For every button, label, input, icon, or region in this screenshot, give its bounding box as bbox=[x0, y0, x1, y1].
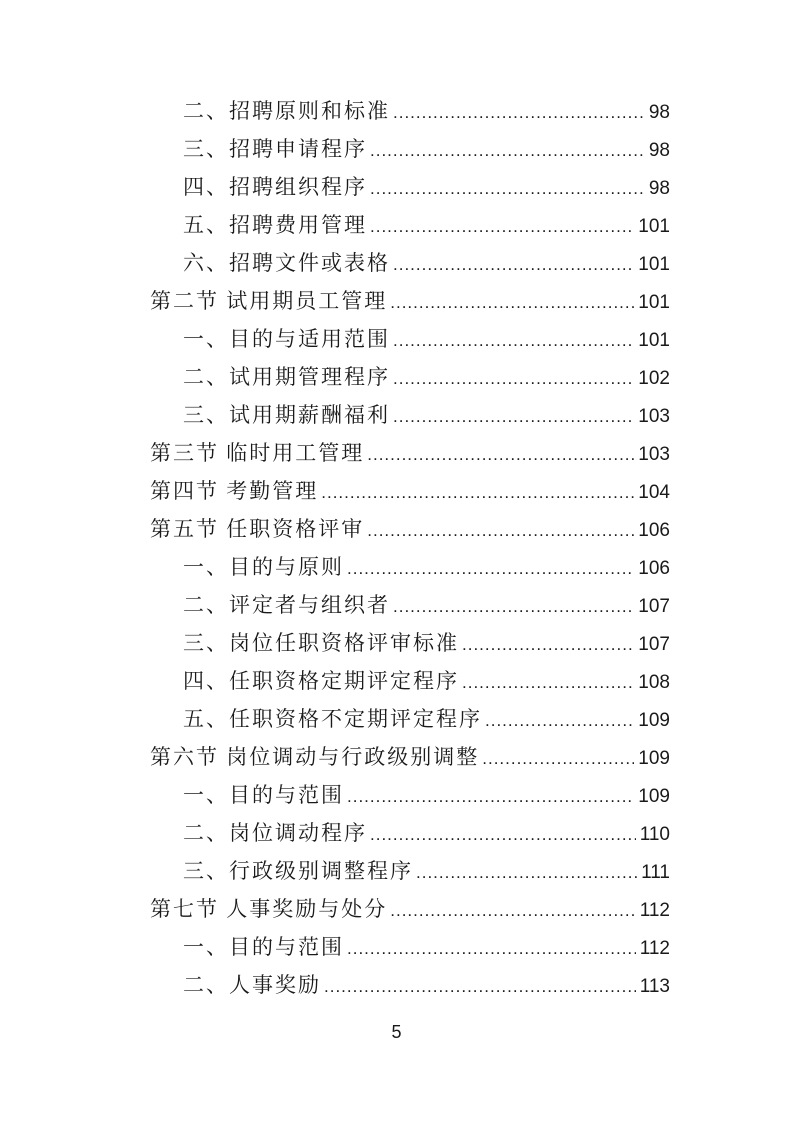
toc-leader-dots bbox=[347, 550, 634, 588]
footer-page-number: 5 bbox=[391, 1022, 402, 1042]
toc-page-number: 101 bbox=[638, 216, 670, 237]
toc-entry[interactable] bbox=[150, 396, 670, 434]
toc-page-number: 101 bbox=[638, 330, 670, 351]
toc-page-number: 112 bbox=[639, 938, 670, 959]
toc-page-number: 98 bbox=[648, 178, 670, 199]
toc-page-number: 112 bbox=[639, 900, 670, 921]
toc-page-number: 103 bbox=[638, 444, 670, 465]
toc-leader-dots bbox=[324, 968, 636, 1006]
toc-page-number: 101 bbox=[638, 254, 670, 275]
toc-page-number: 98 bbox=[648, 140, 670, 161]
toc-leader-dots bbox=[347, 778, 634, 816]
toc-leader-dots bbox=[390, 892, 635, 930]
toc-entry[interactable] bbox=[150, 814, 670, 852]
toc-leader-dots bbox=[370, 816, 636, 854]
toc-page-number: 109 bbox=[638, 710, 670, 731]
toc-entry-label: 第五节 任职资格评审 bbox=[150, 517, 365, 541]
toc-entry[interactable] bbox=[150, 776, 670, 814]
toc-entry-label: 四、招聘组织程序 bbox=[183, 175, 367, 199]
toc-entry-label: 四、任职资格定期评定程序 bbox=[183, 669, 459, 693]
toc-entry[interactable] bbox=[150, 168, 670, 206]
toc-page-number: 101 bbox=[638, 292, 670, 313]
toc-leader-dots bbox=[482, 740, 634, 778]
toc-entry[interactable] bbox=[150, 624, 670, 662]
toc-page-number: 113 bbox=[639, 976, 670, 997]
toc-entry[interactable] bbox=[150, 130, 670, 168]
toc-leader-dots bbox=[416, 854, 637, 892]
toc-entry[interactable] bbox=[150, 472, 670, 510]
toc-entry[interactable] bbox=[150, 738, 670, 776]
toc-page-number: 108 bbox=[638, 672, 670, 693]
table-of-contents bbox=[150, 92, 670, 1004]
toc-leader-dots bbox=[393, 588, 634, 626]
toc-entry[interactable] bbox=[150, 662, 670, 700]
toc-entry-label: 三、招聘申请程序 bbox=[183, 137, 367, 161]
toc-entry-label: 一、目的与适用范围 bbox=[183, 327, 390, 351]
toc-entry-label: 二、岗位调动程序 bbox=[183, 821, 367, 845]
toc-leader-dots bbox=[462, 626, 634, 664]
toc-page-number: 110 bbox=[639, 824, 670, 845]
toc-leader-dots bbox=[370, 132, 645, 170]
toc-entry-label: 二、评定者与组织者 bbox=[183, 593, 390, 617]
toc-entry-label: 第二节 试用期员工管理 bbox=[150, 289, 388, 313]
toc-leader-dots bbox=[370, 208, 634, 246]
toc-leader-dots bbox=[462, 664, 634, 702]
toc-entry[interactable] bbox=[150, 244, 670, 282]
toc-entry-label: 五、任职资格不定期评定程序 bbox=[183, 707, 482, 731]
toc-page-number: 107 bbox=[638, 596, 670, 617]
toc-entry-label: 三、岗位任职资格评审标准 bbox=[183, 631, 459, 655]
toc-entry[interactable] bbox=[150, 852, 670, 890]
toc-leader-dots bbox=[370, 170, 645, 208]
toc-entry[interactable] bbox=[150, 890, 670, 928]
toc-entry[interactable] bbox=[150, 548, 670, 586]
toc-leader-dots bbox=[393, 322, 634, 360]
toc-entry-label: 二、试用期管理程序 bbox=[183, 365, 390, 389]
toc-leader-dots bbox=[393, 246, 634, 284]
toc-entry[interactable] bbox=[150, 586, 670, 624]
toc-leader-dots bbox=[367, 436, 634, 474]
toc-entry-label: 第七节 人事奖励与处分 bbox=[150, 897, 388, 921]
toc-page-number: 106 bbox=[638, 520, 670, 541]
toc-page-number: 109 bbox=[638, 748, 670, 769]
toc-entry-label: 二、人事奖励 bbox=[183, 973, 321, 997]
toc-entry[interactable] bbox=[150, 92, 670, 130]
toc-entry-label: 六、招聘文件或表格 bbox=[183, 251, 390, 275]
toc-leader-dots bbox=[367, 512, 634, 550]
toc-leader-dots bbox=[321, 474, 634, 512]
toc-entry[interactable] bbox=[150, 320, 670, 358]
toc-page-number: 104 bbox=[638, 482, 670, 503]
toc-page-number: 103 bbox=[638, 406, 670, 427]
toc-entry-label: 第四节 考勤管理 bbox=[150, 479, 319, 503]
toc-page-number: 102 bbox=[638, 368, 670, 389]
toc-entry-label: 第三节 临时用工管理 bbox=[150, 441, 365, 465]
toc-leader-dots bbox=[347, 930, 636, 968]
toc-entry[interactable] bbox=[150, 282, 670, 320]
toc-entry[interactable] bbox=[150, 206, 670, 244]
toc-entry-label: 一、目的与原则 bbox=[183, 555, 344, 579]
toc-entry[interactable] bbox=[150, 700, 670, 738]
toc-entry-label: 五、招聘费用管理 bbox=[183, 213, 367, 237]
toc-leader-dots bbox=[390, 284, 634, 322]
toc-entry-label: 三、试用期薪酬福利 bbox=[183, 403, 390, 427]
toc-entry-label: 第六节 岗位调动与行政级别调整 bbox=[150, 745, 480, 769]
toc-entry[interactable] bbox=[150, 510, 670, 548]
toc-page-number: 111 bbox=[641, 862, 670, 883]
toc-page-number: 107 bbox=[638, 634, 670, 655]
toc-page-number: 109 bbox=[638, 786, 670, 807]
toc-page-number: 106 bbox=[638, 558, 670, 579]
toc-page-number: 98 bbox=[648, 102, 670, 123]
toc-entry-label: 二、招聘原则和标准 bbox=[183, 99, 390, 123]
toc-entry[interactable] bbox=[150, 966, 670, 1004]
toc-leader-dots bbox=[393, 94, 645, 132]
toc-entry[interactable] bbox=[150, 928, 670, 966]
toc-entry[interactable] bbox=[150, 358, 670, 396]
toc-entry-label: 一、目的与范围 bbox=[183, 935, 344, 959]
toc-leader-dots bbox=[485, 702, 634, 740]
toc-entry-label: 一、目的与范围 bbox=[183, 783, 344, 807]
toc-leader-dots bbox=[393, 398, 634, 436]
toc-entry-label: 三、行政级别调整程序 bbox=[183, 859, 413, 883]
toc-entry[interactable] bbox=[150, 434, 670, 472]
toc-leader-dots bbox=[393, 360, 634, 398]
